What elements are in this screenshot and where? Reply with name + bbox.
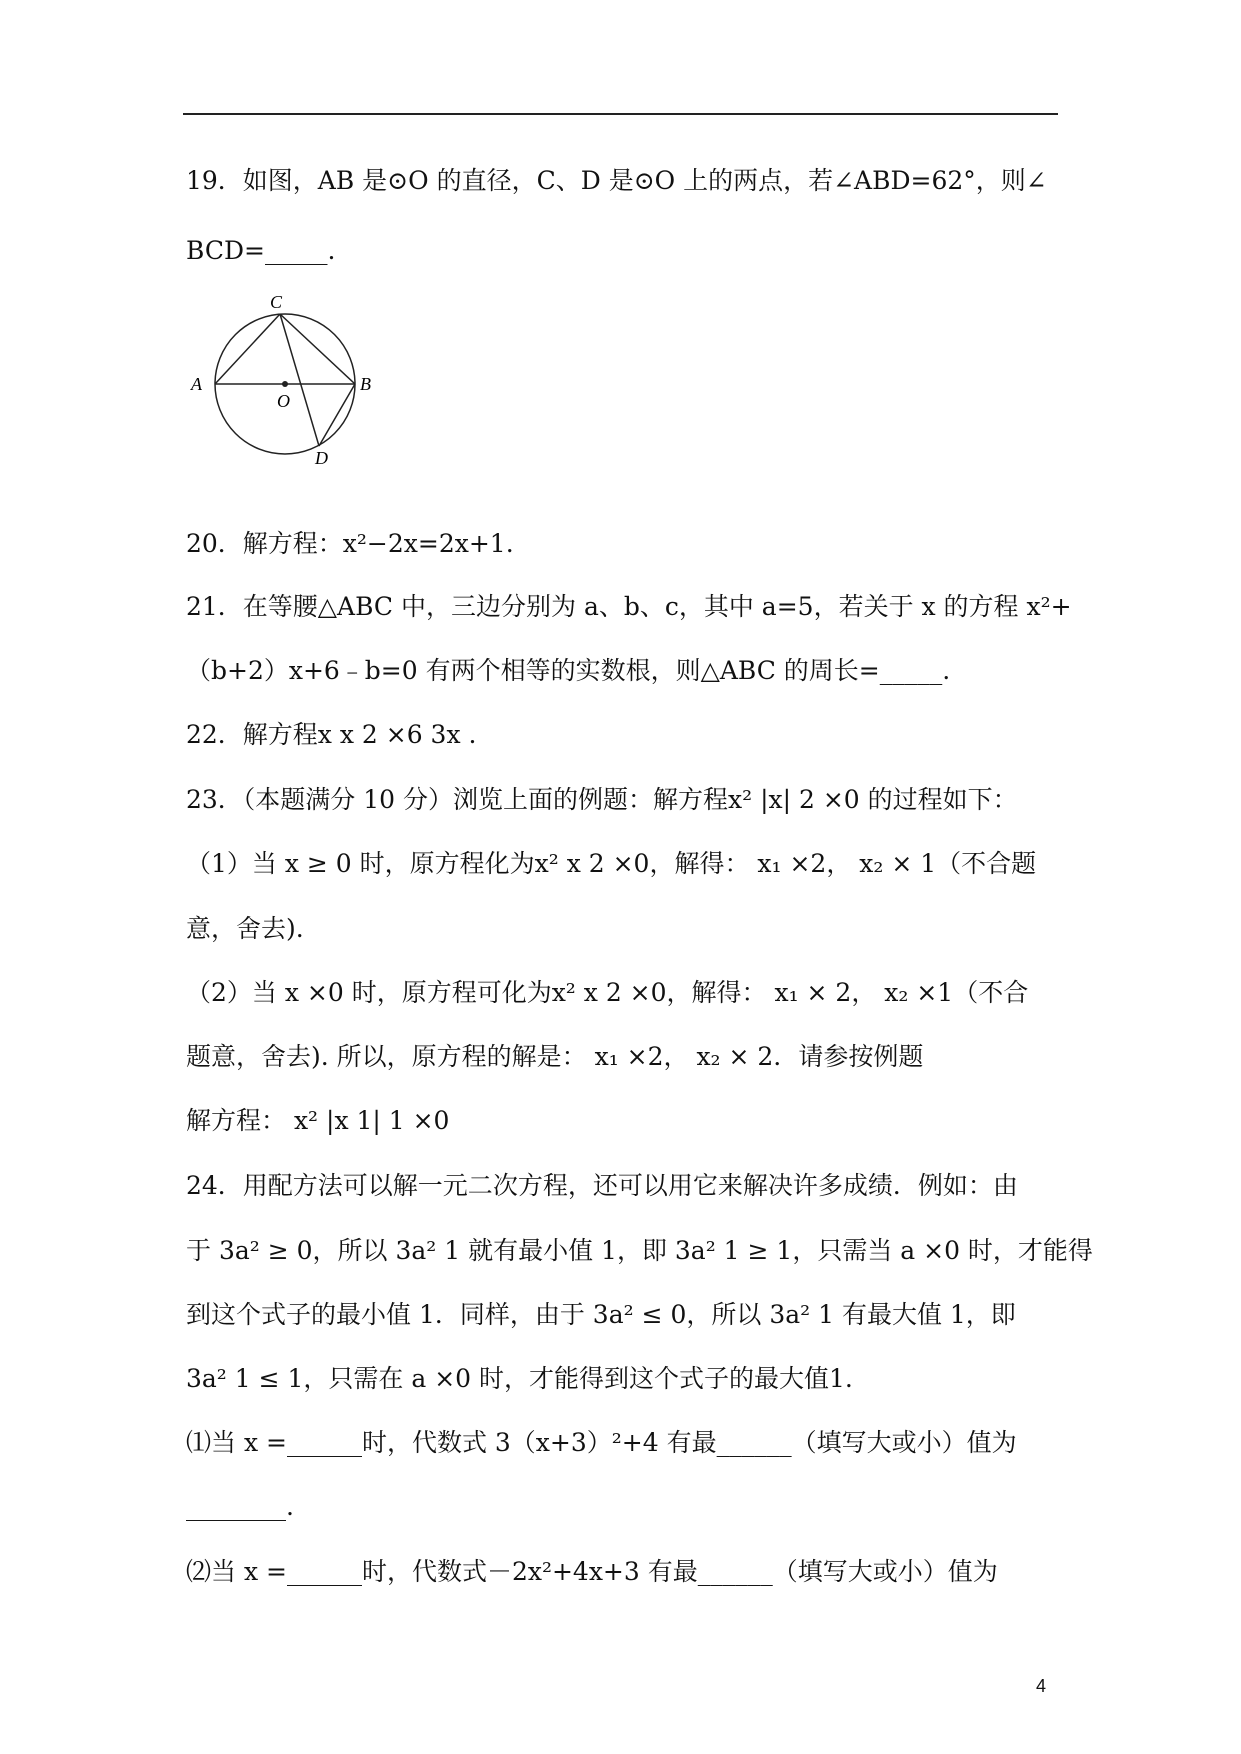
circle-figure [190, 286, 390, 466]
label-a: A [191, 374, 202, 394]
q24-part1-line-2: ________. [186, 1492, 294, 1521]
q22-line: 22．解方程x x 2 ×6 3x . [186, 720, 477, 749]
q19-line-2: BCD=_____. [186, 236, 336, 265]
q23-line-1: 23．（本题满分 10 分）浏览上面的例题：解方程x² |x| 2 ×0 的过程如下： [186, 785, 1018, 814]
q23-line-4: （2）当 x ×0 时，原方程可化为x² x 2 ×0，解得： x₁ × 2， x₂ ×1（不合 [186, 978, 1029, 1007]
label-d: D [315, 448, 328, 466]
label-c: C [270, 292, 283, 312]
q24-part2-line-1: ⑵当 x =______时，代数式－2x²+4x+3 有最______（填写大或小）值为 [186, 1557, 998, 1586]
q21-line-1: 21．在等腰△ABC 中，三边分别为 a、b、c，其中 a=5，若关于 x 的方程 x²+ [186, 592, 1072, 621]
q23-line-6: 解方程： x² |x 1| 1 ×0 [186, 1106, 450, 1135]
q24-line-1: 24．用配方法可以解一元二次方程，还可以用它来解决许多成绩．例如：由 [186, 1171, 1018, 1200]
label-o: O [277, 391, 290, 411]
q20-line: 20．解方程：x²−2x=2x+1. [186, 529, 514, 558]
q23-line-5: 题意，舍去). 所以，原方程的解是： x₁ ×2， x₂ × 2．请参按例题 [186, 1042, 924, 1071]
q24-part1-line-1: ⑴当 x =______时，代数式 3（x+3）²+4 有最______（填写大或小）值为 [186, 1428, 1017, 1457]
q23-line-2: （1）当 x ≥ 0 时，原方程化为x² x 2 ×0，解得： x₁ ×2， x₂ × 1（不合题 [186, 849, 1037, 878]
q19-line-1: 19．如图，AB 是⊙O 的直径，C、D 是⊙O 上的两点，若∠ABD=62°，则∠ [186, 166, 1047, 195]
q21-line-2: （b+2）x+6﹣b=0 有两个相等的实数根，则△ABC 的周长=_____. [186, 656, 951, 685]
chord-bd [319, 384, 355, 446]
chord-cd [280, 314, 319, 446]
q24-line-2: 于 3a² ≥ 0，所以 3a² 1 就有最小值 1，即 3a² 1 ≥ 1，只需当 a ×0 时，才能得 [186, 1236, 1093, 1265]
header-rule [183, 113, 1058, 115]
label-b: B [360, 374, 371, 394]
q24-line-4: 3a² 1 ≤ 1，只需在 a ×0 时，才能得到这个式子的最大值1. [186, 1364, 853, 1393]
q23-line-3: 意，舍去). [186, 914, 304, 943]
center-point [282, 381, 288, 387]
page-number: 4 [1036, 1676, 1047, 1696]
chord-cb [280, 314, 355, 384]
q24-line-3: 到这个式子的最小值 1．同样，由于 3a² ≤ 0，所以 3a² 1 有最大值 1，即 [186, 1300, 1016, 1329]
